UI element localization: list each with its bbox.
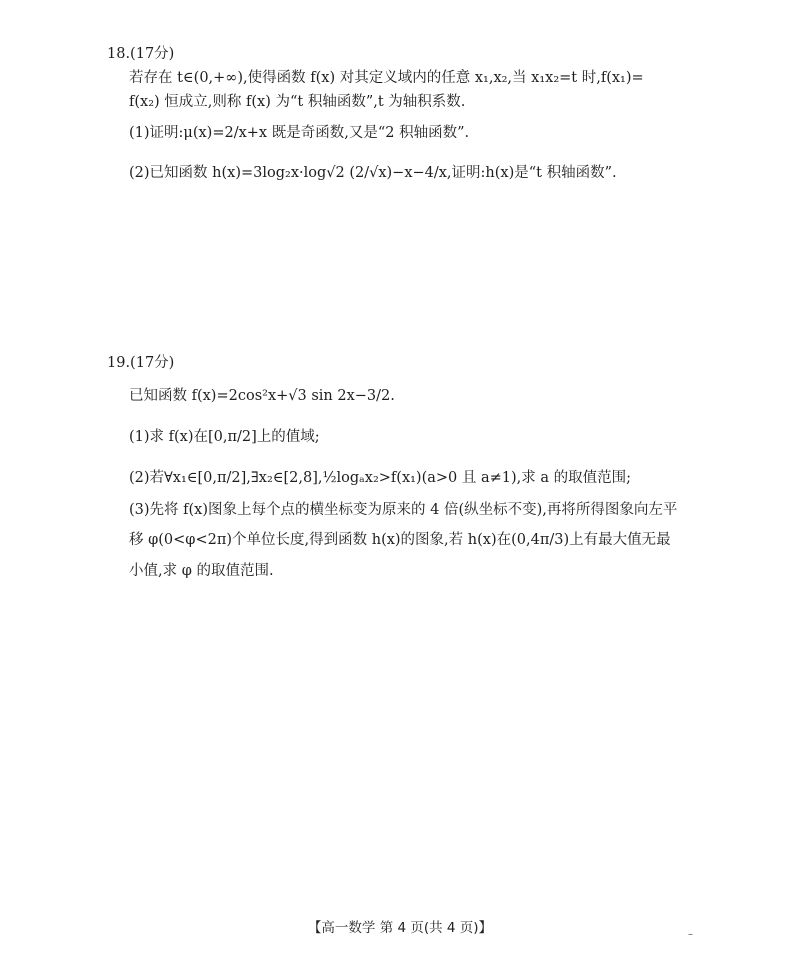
question-19-part-1: (1)求 f(x)在[0,π/2]上的值域;: [129, 429, 320, 445]
question-18-number: 18.(17分): [107, 46, 175, 62]
page-footer: 【高一数学 第 4 页(共 4 页)】: [307, 920, 493, 936]
question-18-part-1: (1)证明:μ(x)=2/x+x 既是奇函数,又是“2 积轴函数”.: [129, 125, 470, 141]
question-19-number: 19.(17分): [107, 355, 175, 371]
question-18-line-1: 若存在 t∈(0,+∞),使得函数 f(x) 对其定义域内的任意 x₁,x₂,当 x₁x₂=t 时,f(x₁)=: [129, 70, 644, 86]
question-18-part-2: (2)已知函数 h(x)=3log₂x·log√2 (2/√x)−x−4/x,证明:h(x)是“t 积轴函数”.: [129, 165, 617, 181]
corner-mark: –: [688, 929, 693, 940]
question-19-part-3-line-1: (3)先将 f(x)图象上每个点的横坐标变为原来的 4 倍(纵坐标不变),再将所得图象向左平: [129, 502, 678, 518]
question-19-part-2: (2)若∀x₁∈[0,π/2],∃x₂∈[2,8],½logₐx₂>f(x₁)(a>0 且 a≠1),求 a 的取值范围;: [129, 470, 632, 486]
question-19-stem: 已知函数 f(x)=2cos²x+√3 sin 2x−3/2.: [129, 388, 395, 404]
question-19-part-3-line-3: 小值,求 φ 的取值范围.: [129, 563, 274, 579]
question-19-part-3-line-2: 移 φ(0<φ<2π)个单位长度,得到函数 h(x)的图象,若 h(x)在(0,4π/3)上有最大值无最: [129, 532, 671, 548]
question-18-line-2: f(x₂) 恒成立,则称 f(x) 为“t 积轴函数”,t 为轴积系数.: [129, 94, 466, 110]
